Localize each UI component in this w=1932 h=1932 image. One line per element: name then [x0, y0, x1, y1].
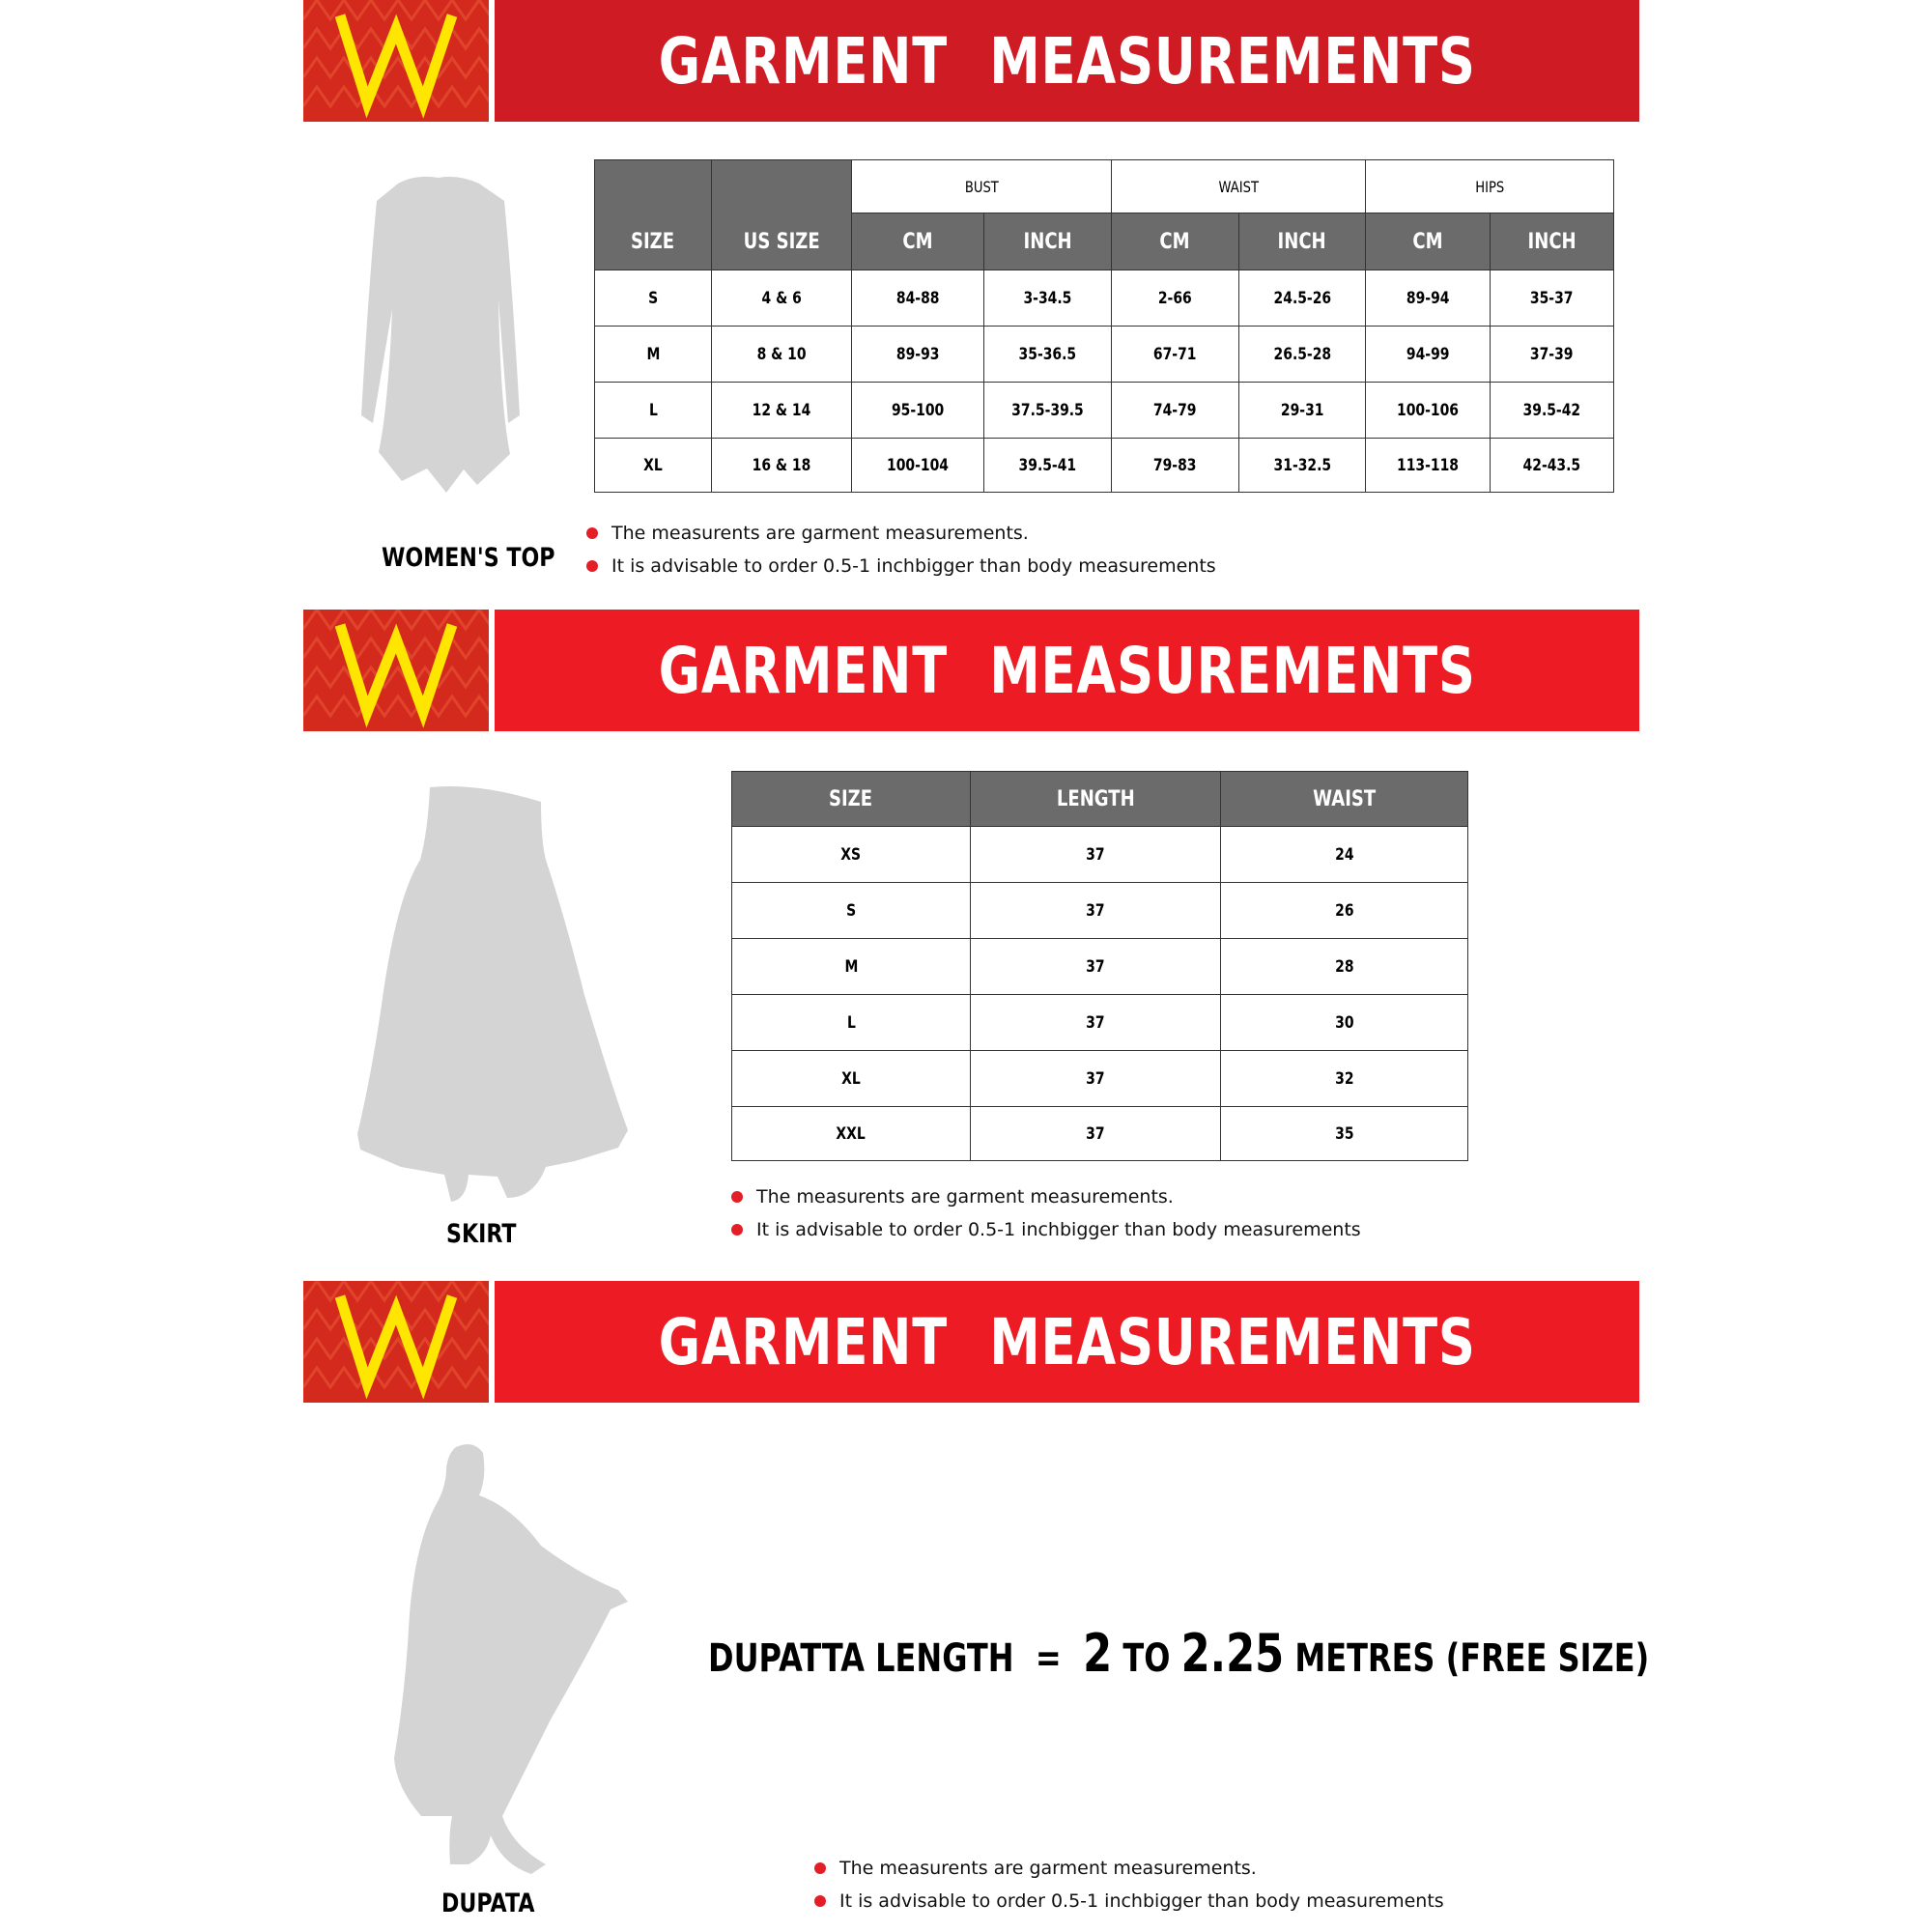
- note-item: The measurents are garment measurements.: [731, 1180, 1361, 1213]
- table-cell: 37: [971, 827, 1221, 883]
- column-header: CM: [852, 213, 984, 270]
- table-cell: S: [732, 883, 971, 939]
- table-cell: 16 & 18: [712, 439, 852, 493]
- table-cell: XL: [732, 1051, 971, 1107]
- table-cell: 30: [1221, 995, 1468, 1051]
- table-cell: 79-83: [1112, 439, 1239, 493]
- bullet-icon: [814, 1862, 826, 1874]
- womens-top-label: WOMEN'S TOP: [382, 543, 555, 573]
- table-cell: 37-39: [1491, 327, 1614, 383]
- note-item: It is advisable to order 0.5-1 inchbigger than body measurements: [731, 1213, 1361, 1246]
- table-cell: 26.5-28: [1239, 327, 1366, 383]
- table-cell: 84-88: [852, 270, 984, 327]
- table-cell: 31-32.5: [1239, 439, 1366, 493]
- dupatta-length-label: DUPATTA LENGTH: [708, 1636, 1014, 1681]
- table-row: [595, 383, 1614, 439]
- table-cell: XL: [595, 439, 712, 493]
- table-cell: 39.5-42: [1491, 383, 1614, 439]
- bullet-icon: [814, 1895, 826, 1907]
- table-cell: M: [595, 327, 712, 383]
- table-cell: 35-36.5: [984, 327, 1112, 383]
- section-banner-2: [495, 610, 1639, 731]
- table-cell: 89-93: [852, 327, 984, 383]
- dupatta-silhouette: [386, 1439, 638, 1884]
- column-header: LENGTH: [971, 772, 1221, 827]
- table-cell: 26: [1221, 883, 1468, 939]
- table-cell: 67-71: [1112, 327, 1239, 383]
- bullet-icon: [731, 1224, 743, 1236]
- section-banner-3: [495, 1281, 1639, 1403]
- table-row: [732, 883, 1468, 939]
- table-row: [732, 827, 1468, 883]
- brand-logo: [303, 610, 489, 731]
- table-row: [732, 939, 1468, 995]
- table-cell: 37: [971, 939, 1221, 995]
- table-cell: L: [732, 995, 971, 1051]
- table-row: [732, 995, 1468, 1051]
- equals-sign: =: [1035, 1636, 1062, 1681]
- column-header: US SIZE: [712, 160, 852, 270]
- table-cell: XXL: [732, 1107, 971, 1161]
- table-cell: 35: [1221, 1107, 1468, 1161]
- table-row: [732, 1107, 1468, 1161]
- womens-top-size-table: [594, 159, 1614, 493]
- banner-title-2: GARMENT MEASUREMENTS: [658, 633, 1476, 708]
- table-cell: 37: [971, 1107, 1221, 1161]
- column-header: INCH: [1491, 213, 1614, 270]
- skirt-notes: [731, 1180, 1361, 1246]
- brand-logo: [303, 1281, 489, 1403]
- table-cell: 12 & 14: [712, 383, 852, 439]
- table-cell: 24.5-26: [1239, 270, 1366, 327]
- table-cell: 113-118: [1366, 439, 1491, 493]
- column-header: INCH: [1239, 213, 1366, 270]
- banner-title-3: GARMENT MEASUREMENTS: [658, 1304, 1476, 1379]
- womens-top-notes: [586, 517, 1216, 582]
- note-item: The measurents are garment measurements.: [814, 1852, 1444, 1885]
- group-header-waist: WAIST: [1112, 160, 1366, 213]
- table-cell: S: [595, 270, 712, 327]
- note-item: The measurents are garment measurements.: [586, 517, 1216, 550]
- womens-top-silhouette: [338, 174, 541, 497]
- dupatta-label: DUPATA: [441, 1889, 535, 1918]
- table-cell: 94-99: [1366, 327, 1491, 383]
- skirt-label: SKIRT: [446, 1219, 517, 1249]
- table-cell: 100-104: [852, 439, 984, 493]
- bullet-icon: [586, 527, 598, 539]
- group-header-bust: BUST: [852, 160, 1112, 213]
- table-cell: 3-34.5: [984, 270, 1112, 327]
- table-row: [595, 327, 1614, 383]
- dupatta-notes: [814, 1852, 1444, 1918]
- table-cell: 4 & 6: [712, 270, 852, 327]
- banner-title-1: GARMENT MEASUREMENTS: [658, 23, 1476, 99]
- table-cell: 89-94: [1366, 270, 1491, 327]
- table-cell: 8 & 10: [712, 327, 852, 383]
- skirt-silhouette: [353, 782, 633, 1208]
- table-cell: 37: [971, 1051, 1221, 1107]
- column-header: INCH: [984, 213, 1112, 270]
- table-cell: 35-37: [1491, 270, 1614, 327]
- table-cell: L: [595, 383, 712, 439]
- column-header: CM: [1112, 213, 1239, 270]
- table-cell: 37: [971, 883, 1221, 939]
- table-cell: 37: [971, 995, 1221, 1051]
- table-row: [595, 270, 1614, 327]
- table-cell: 37.5-39.5: [984, 383, 1112, 439]
- table-row: [732, 1051, 1468, 1107]
- dupatta-to-word: TO: [1122, 1636, 1171, 1681]
- dupatta-min-value: 2: [1083, 1623, 1113, 1684]
- table-cell: 100-106: [1366, 383, 1491, 439]
- column-header: SIZE: [595, 160, 712, 270]
- table-cell: 74-79: [1112, 383, 1239, 439]
- table-cell: 29-31: [1239, 383, 1366, 439]
- column-header: SIZE: [732, 772, 971, 827]
- dupatta-max-value: 2.25: [1180, 1623, 1285, 1684]
- table-cell: 28: [1221, 939, 1468, 995]
- table-cell: 24: [1221, 827, 1468, 883]
- column-header: CM: [1366, 213, 1491, 270]
- group-header-hips: HIPS: [1366, 160, 1614, 213]
- section-banner-1: [495, 0, 1639, 122]
- dupatta-unit-text: METRES (FREE SIZE): [1294, 1636, 1650, 1681]
- table-cell: XS: [732, 827, 971, 883]
- note-item: It is advisable to order 0.5-1 inchbigger than body measurements: [586, 550, 1216, 582]
- column-header: WAIST: [1221, 772, 1468, 827]
- note-item: It is advisable to order 0.5-1 inchbigger than body measurements: [814, 1885, 1444, 1918]
- table-cell: M: [732, 939, 971, 995]
- brand-logo: [303, 0, 489, 122]
- table-cell: 2-66: [1112, 270, 1239, 327]
- dupatta-length-statement: [708, 1623, 1649, 1684]
- table-cell: 42-43.5: [1491, 439, 1614, 493]
- table-cell: 39.5-41: [984, 439, 1112, 493]
- bullet-icon: [731, 1191, 743, 1203]
- bullet-icon: [586, 560, 598, 572]
- table-cell: 32: [1221, 1051, 1468, 1107]
- table-cell: 95-100: [852, 383, 984, 439]
- table-row: [595, 439, 1614, 493]
- skirt-size-table: [731, 771, 1468, 1161]
